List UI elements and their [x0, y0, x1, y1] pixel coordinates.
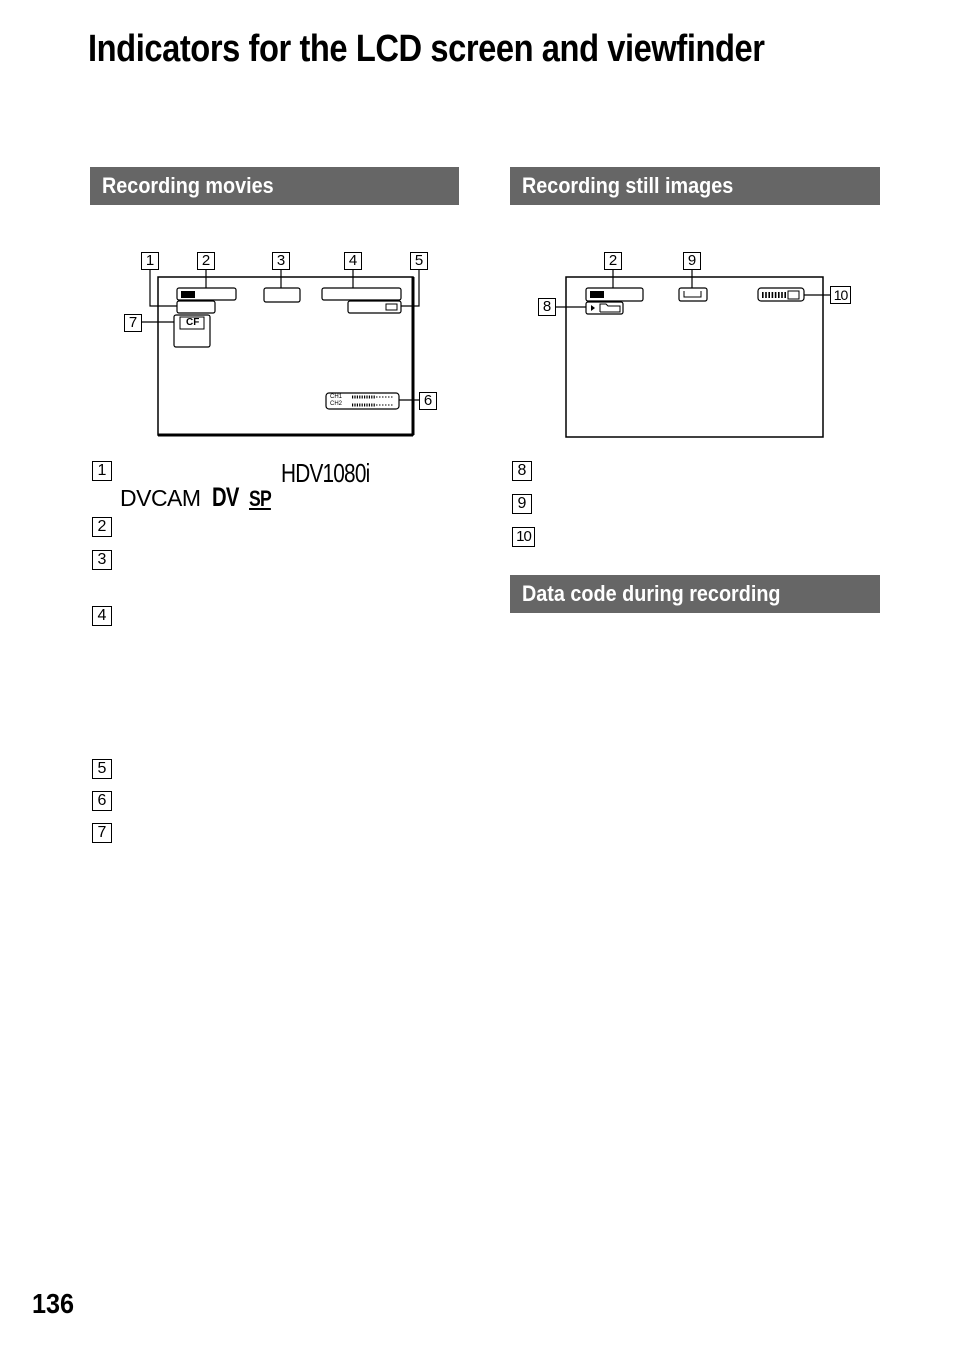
section-title: Data code during recording: [522, 581, 781, 606]
legend-num-8: 8: [512, 461, 532, 481]
stills-screen-diagram: [530, 240, 870, 450]
dvcam-format-icon: DVCAM: [120, 485, 201, 511]
sp-mode-icon: SP: [249, 486, 271, 511]
section-title: Recording still images: [522, 173, 734, 198]
legend-num-5: 5: [92, 759, 112, 779]
movies-screen-diagram: [110, 240, 450, 450]
stills-screen-lines: [530, 240, 870, 450]
legend-num-7: 7: [92, 823, 112, 843]
page-title: Indicators for the LCD screen and viewfinder: [88, 28, 765, 70]
callout-1: 1: [141, 252, 159, 270]
callout-5: 5: [410, 252, 428, 270]
legend-num-9: 9: [512, 494, 532, 514]
page-number: 136: [32, 1288, 75, 1319]
section-header-data-code: [510, 575, 880, 613]
legend-num-6: 6: [92, 791, 112, 811]
section-title: Recording movies: [102, 173, 274, 198]
callout-7: 7: [124, 314, 142, 332]
callout-10: 10: [830, 286, 851, 304]
callout-2: 2: [604, 252, 622, 270]
legend-num-4: 4: [92, 606, 112, 626]
callout-3: 3: [272, 252, 290, 270]
callout-9: 9: [683, 252, 701, 270]
legend-num-2: 2: [92, 517, 112, 537]
hdv1080i-format-icon: HDV1080i: [281, 458, 370, 488]
callout-2: 2: [197, 252, 215, 270]
callout-8: 8: [538, 298, 556, 316]
legend-num-3: 3: [92, 550, 112, 570]
dv-logo-icon: DV: [212, 482, 239, 512]
movies-screen-lines: [110, 240, 450, 450]
ch2-label: CH2: [330, 401, 343, 407]
section-header-recording-still-images: [510, 167, 880, 205]
legend-num-10: 10: [512, 527, 535, 547]
cf-label: CF: [186, 317, 200, 328]
legend-num-1: 1: [92, 461, 112, 481]
callout-6: 6: [419, 392, 437, 410]
ch1-label: CH1: [330, 394, 343, 400]
callout-4: 4: [344, 252, 362, 270]
section-header-recording-movies: [90, 167, 459, 205]
